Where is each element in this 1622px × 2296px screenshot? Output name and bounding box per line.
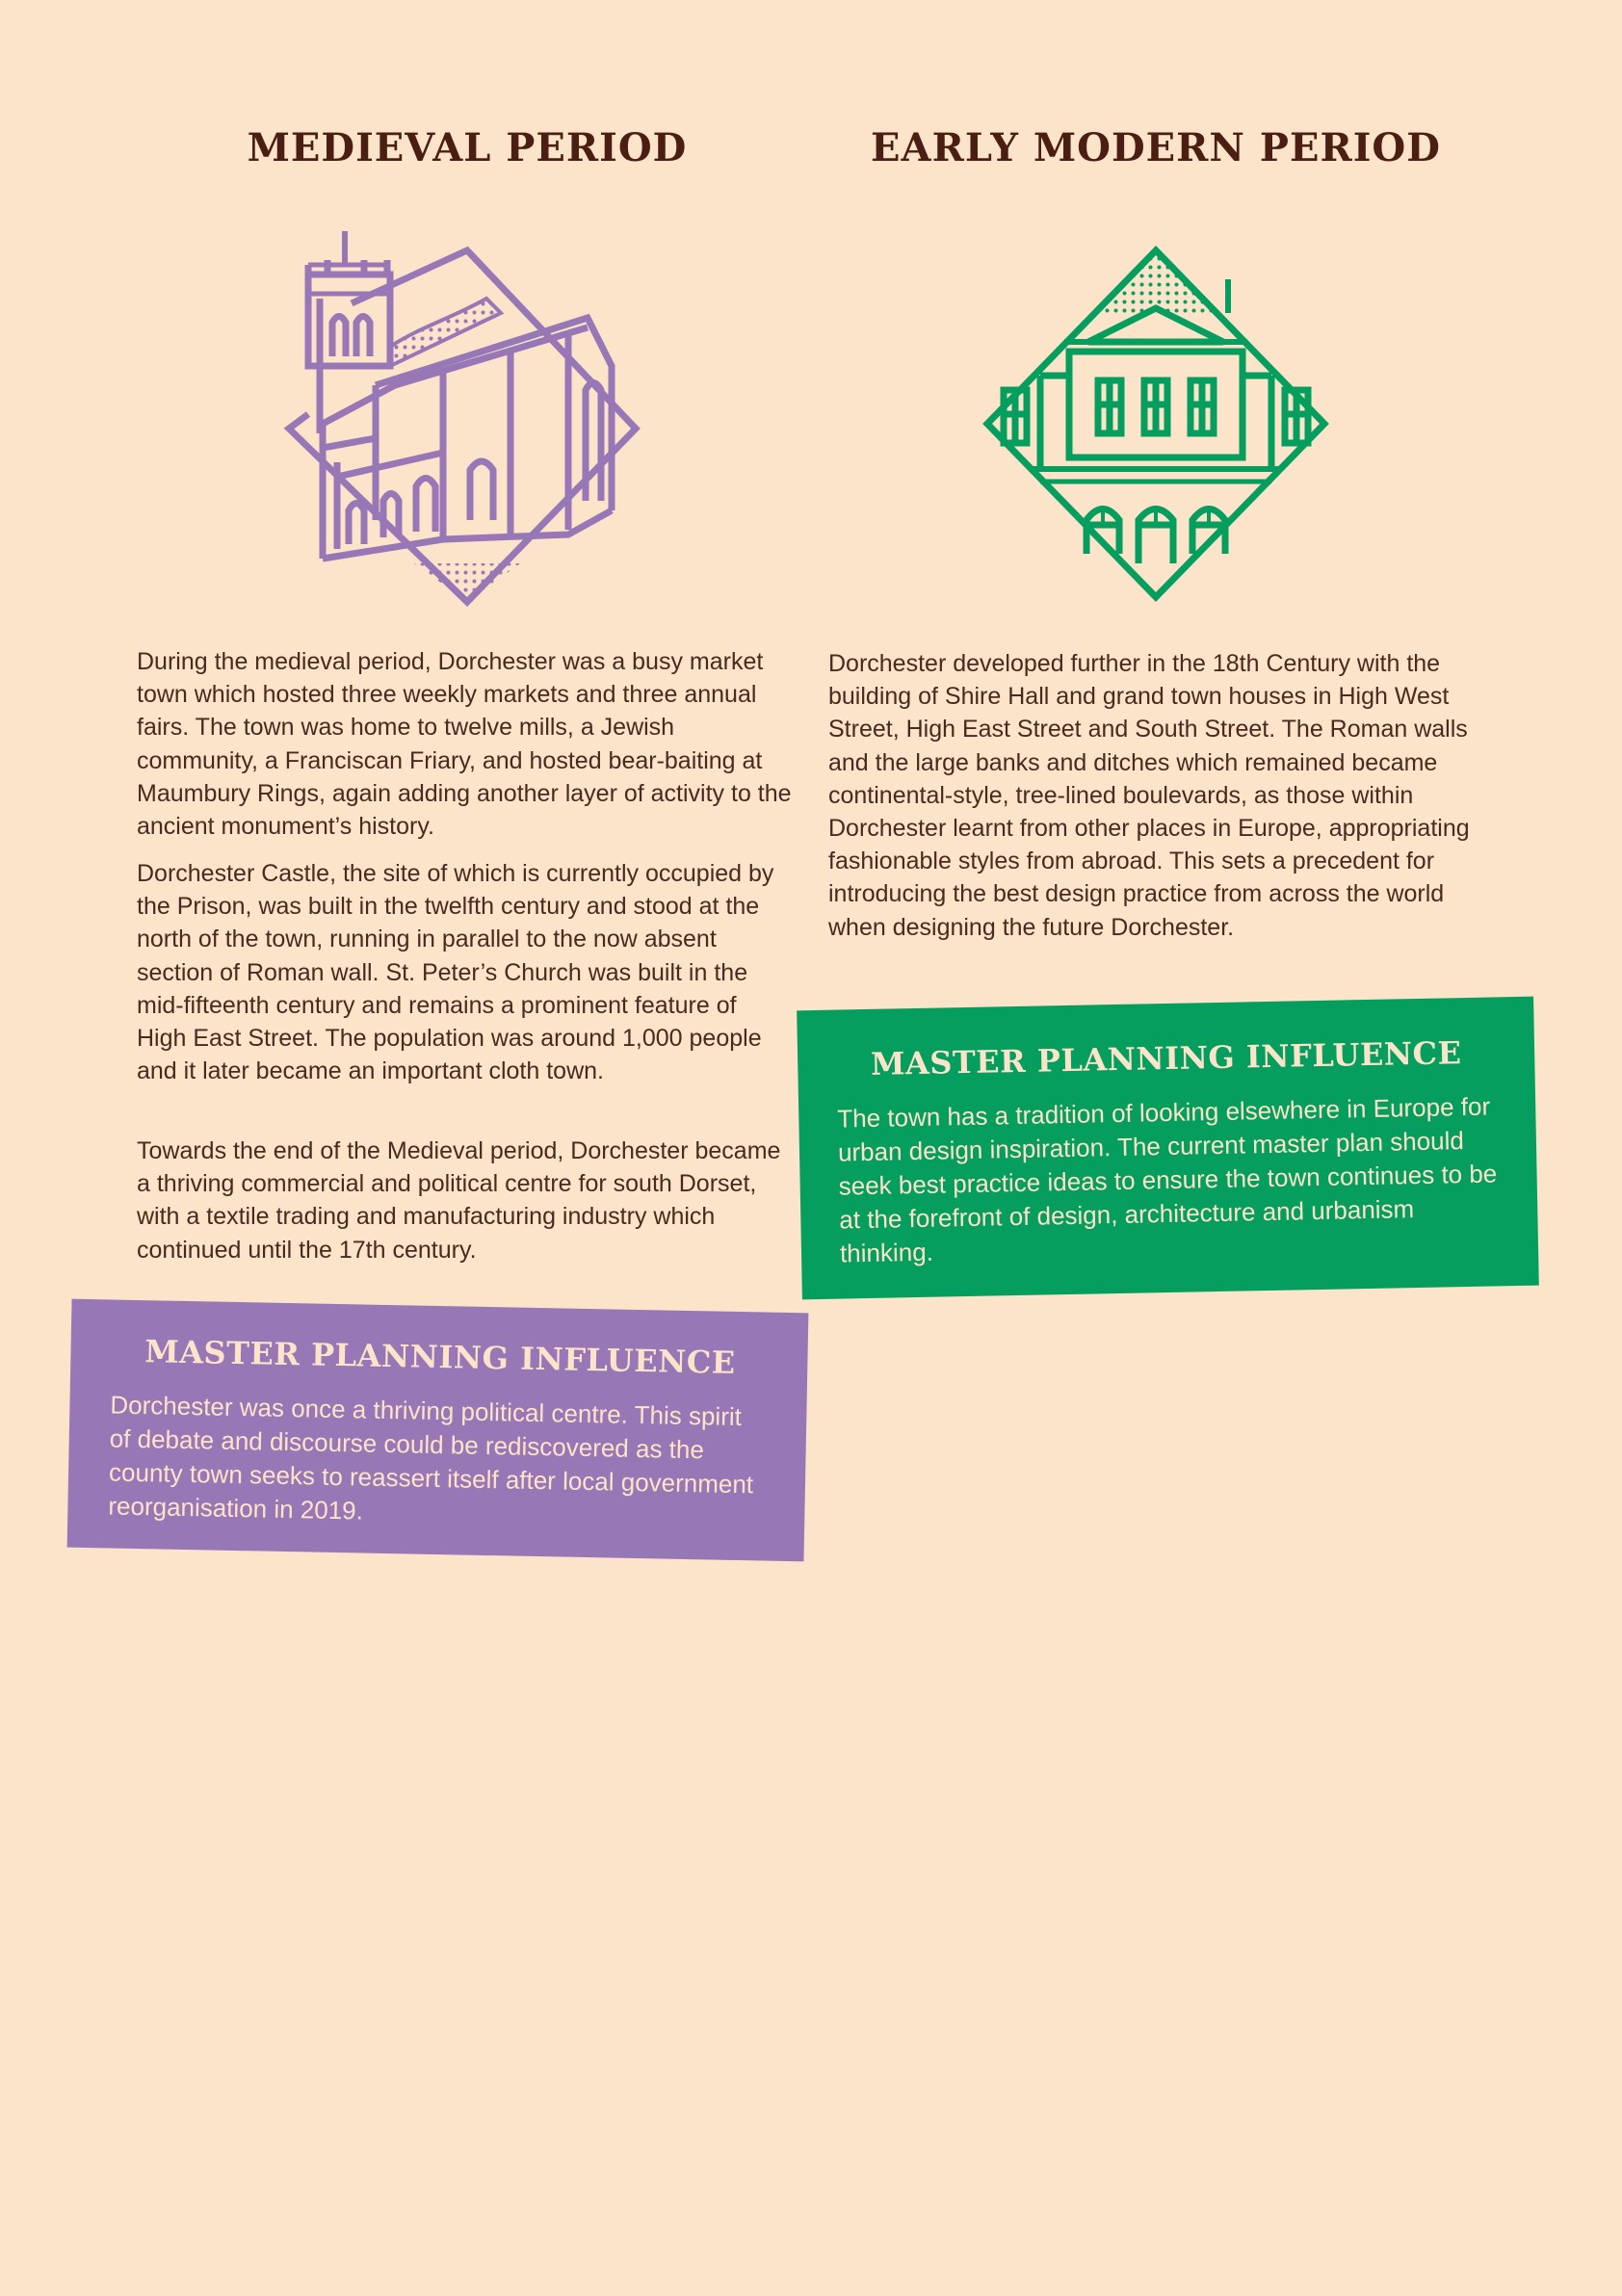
- early-modern-paragraph-1: Dorchester developed further in the 18th Century with the building of Shire Hall and grand town houses in High West Street, High East Street and South Street. The Roman walls and the large banks and ditches which remained became continental-style, tree-lined boulevards, as those within Dorchester learnt from other places in Europe, appropriating fashionable styles from abroad. This sets a precedent for introducing the best design practice from across the world when designing the future Dorchester.: [828, 650, 1470, 941]
- influence-box-text: The town has a tradition of looking elsewhere in Europe for urban design inspiration. The current master plan should seek best practice ideas to ensure the town continues to be at the forefront of design, architecture and urbanism thinking.: [837, 1091, 1498, 1268]
- influence-box-title: MASTER PLANNING INFLUENCE: [144, 1333, 737, 1381]
- medieval-paragraph-2: Dorchester Castle, the site of which is currently occupied by the Prison, was built in the twelfth century and stood at the north of the town, running in parallel to the now absent section of Roman wall. St. Peter’s Church was built in the mid-fifteenth century and remains a prominent feature of High East Street. The population was around 1,000 people and it later became an important cloth town.: [137, 860, 774, 1085]
- influence-box-text: Dorchester was once a thriving political centre. This spirit of debate and discourse could be rediscovered as the county town seeks to reassert itself after local government reorganisation in 2019.: [108, 1390, 754, 1526]
- medieval-influence-box: [67, 1299, 809, 1562]
- medieval-paragraph-1: During the medieval period, Dorchester was a busy market town which hosted three weekly markets and three annual fairs. The town was home to twelve mills, a Jewish community, a Franciscan Friary, and hosted bear-baiting at Maumbury Rings, again adding another layer of activity to the ancient monument’s history.: [137, 648, 792, 841]
- church-icon: [279, 222, 655, 616]
- influence-box-title: MASTER PLANNING INFLUENCE: [870, 1034, 1462, 1083]
- medieval-paragraph-3: Towards the end of the Medieval period, Dorchester became a thriving commercial and political centre for south Dorset, with a textile trading and manufacturing industry which continued until the 17th century.: [137, 1137, 781, 1264]
- early-modern-period-heading: EARLY MODERN PERIOD: [871, 125, 1441, 170]
- early-modern-influence-box: [797, 997, 1539, 1300]
- shire-hall-icon: [973, 246, 1339, 612]
- medieval-period-heading: MEDIEVAL PERIOD: [247, 125, 688, 170]
